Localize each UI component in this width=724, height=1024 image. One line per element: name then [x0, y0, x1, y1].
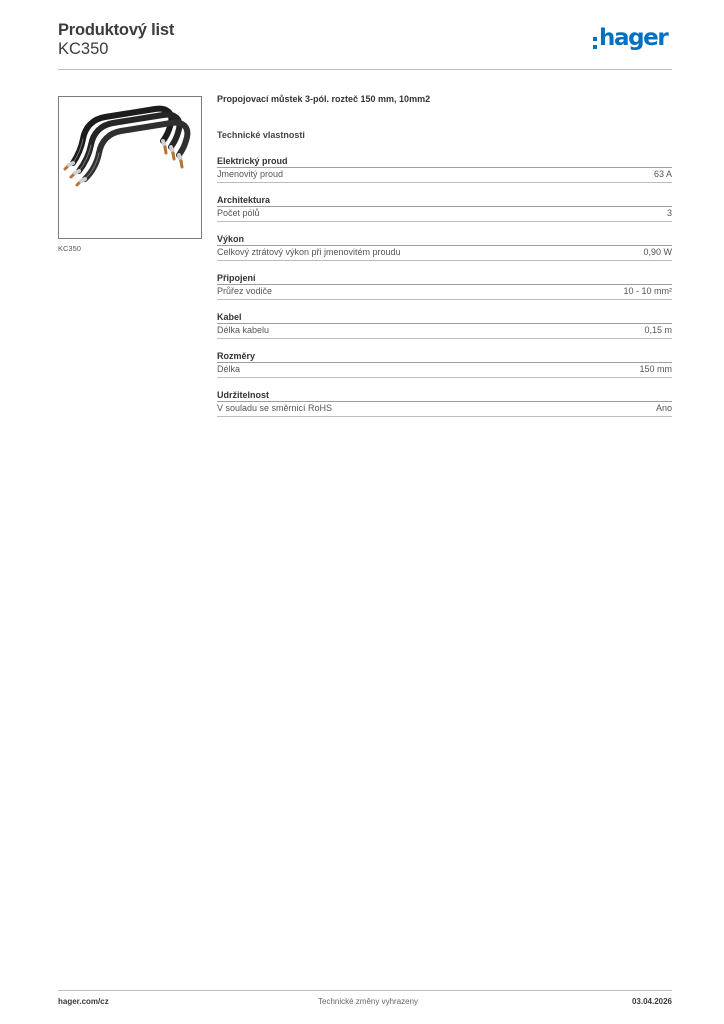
footer-note: Technické změny vyhrazeny	[318, 997, 419, 1006]
spec-label: Počet pólů	[217, 208, 260, 218]
footer-divider	[58, 990, 672, 991]
spec-group-cable	[217, 311, 672, 339]
spec-group-dimensions	[217, 350, 672, 378]
spec-value: 0,15 m	[644, 325, 672, 335]
spec-label: Délka kabelu	[217, 325, 270, 335]
product-code: KC350	[58, 40, 109, 58]
group-title: Výkon	[217, 233, 672, 246]
product-image	[58, 96, 202, 239]
spec-row	[217, 324, 672, 339]
hager-logo	[591, 27, 675, 57]
header-divider	[58, 69, 672, 70]
group-title: Elektrický proud	[217, 155, 672, 168]
spec-group-power	[217, 233, 672, 261]
spec-label: Délka	[217, 364, 241, 374]
group-title: Kabel	[217, 311, 672, 324]
group-title: Udržitelnost	[217, 389, 672, 402]
spec-label: Jmenovitý proud	[217, 169, 284, 179]
footer-date: 03.04.2026	[631, 997, 672, 1006]
spec-row	[217, 363, 672, 378]
spec-value: 3	[666, 208, 672, 218]
busbar-bridge-illustration	[59, 97, 201, 238]
spec-row	[217, 402, 672, 417]
specification	[217, 94, 672, 417]
group-title: Připojení	[217, 272, 672, 285]
section-title: Technické vlastnosti	[217, 130, 305, 140]
spec-value: 10 - 10 mm²	[623, 286, 672, 296]
image-caption: KC350	[58, 244, 81, 253]
spec-value: 63 A	[653, 169, 672, 179]
spec-group-architecture	[217, 194, 672, 222]
spec-value: 0,90 W	[643, 247, 672, 257]
group-title: Rozměry	[217, 350, 672, 363]
spec-label: Celkový ztrátový výkon při jmenovitém proudu	[217, 247, 401, 257]
logo-dot-lower	[593, 45, 597, 49]
spec-group-connection	[217, 272, 672, 300]
group-title: Architektura	[217, 194, 672, 207]
spec-row	[217, 285, 672, 300]
footer-website-link[interactable]: hager.com/cz	[58, 997, 109, 1006]
page-title: Produktový list	[58, 21, 175, 39]
spec-group-electric-current	[217, 155, 672, 183]
spec-row	[217, 168, 672, 183]
logo-text: hager	[599, 25, 668, 51]
product-description: Propojovací můstek 3-pól. rozteč 150 mm, 10mm2	[217, 94, 431, 104]
spec-value: Ano	[655, 403, 672, 413]
spec-group-sustainability	[217, 389, 672, 417]
spec-label: V souladu se směrnicí RoHS	[217, 403, 333, 413]
spec-value: 150 mm	[639, 364, 672, 374]
logo-dot-upper	[593, 37, 597, 41]
spec-row	[217, 246, 672, 261]
spec-label: Průřez vodiče	[217, 286, 273, 296]
spec-row	[217, 207, 672, 222]
